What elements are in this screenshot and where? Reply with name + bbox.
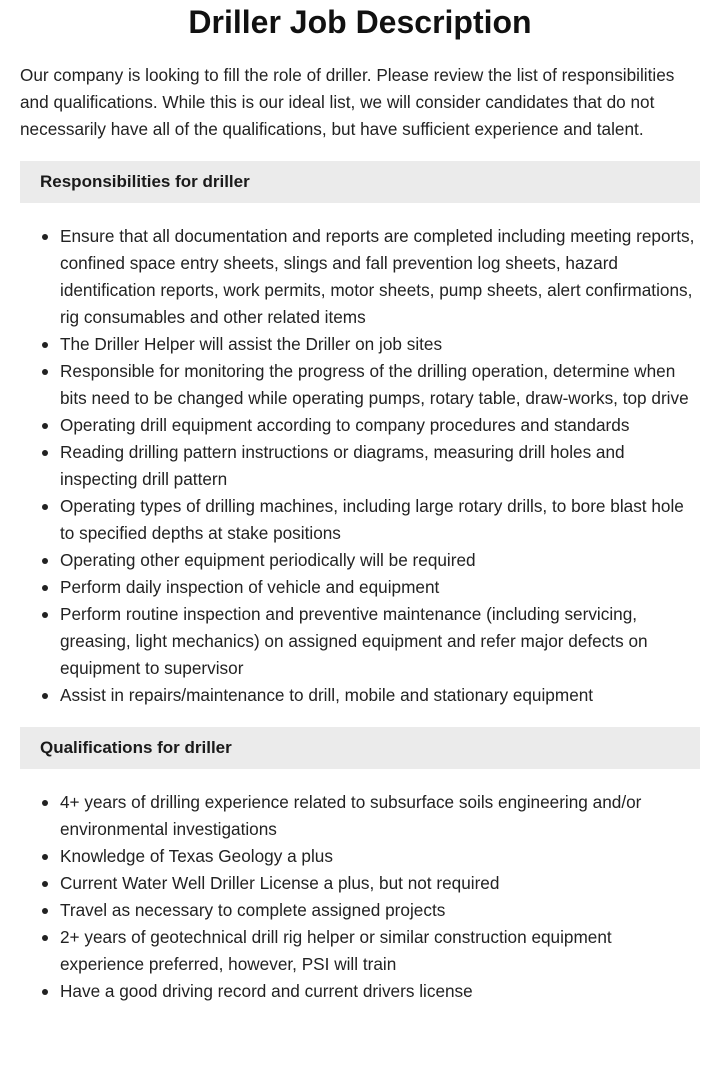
qualifications-list	[20, 789, 700, 1005]
list-item: Knowledge of Texas Geology a plus	[60, 843, 700, 870]
qualifications-heading: Qualifications for driller	[20, 727, 700, 769]
list-item: 4+ years of drilling experience related to subsurface soils engineering and/or environmental investigations	[60, 789, 700, 843]
list-item: Responsible for monitoring the progress of the drilling operation, determine when bits need to be changed while operating pumps, rotary table, draw-works, top drive	[60, 358, 700, 412]
list-item: Reading drilling pattern instructions or diagrams, measuring drill holes and inspecting drill pattern	[60, 439, 700, 493]
responsibilities-list	[20, 223, 700, 709]
list-item: Operating drill equipment according to company procedures and standards	[60, 412, 700, 439]
list-item: Ensure that all documentation and reports are completed including meeting reports, confined space entry sheets, slings and fall prevention log sheets, hazard identification reports, work permits, motor sheets, pump sheets, alert confirmations, rig consumables and other related items	[60, 223, 700, 331]
intro-paragraph: Our company is looking to fill the role of driller. Please review the list of responsibilities and qualifications. While this is our ideal list, we will consider candidates that do not necessarily have all of the qualifications, but have sufficient experience and talent.	[20, 65, 675, 139]
list-item: Operating types of drilling machines, including large rotary drills, to bore blast hole to specified depths at stake positions	[60, 493, 700, 547]
list-item: Have a good driving record and current drivers license	[60, 978, 700, 1005]
list-item: Perform daily inspection of vehicle and equipment	[60, 574, 700, 601]
list-item: The Driller Helper will assist the Driller on job sites	[60, 331, 700, 358]
page-title: Driller Job Description	[188, 4, 532, 40]
list-item: 2+ years of geotechnical drill rig helper or similar construction equipment experience preferred, however, PSI will train	[60, 924, 700, 978]
list-item: Operating other equipment periodically will be required	[60, 547, 700, 574]
list-item: Current Water Well Driller License a plus, but not required	[60, 870, 700, 897]
list-item: Assist in repairs/maintenance to drill, mobile and stationary equipment	[60, 682, 700, 709]
responsibilities-heading: Responsibilities for driller	[20, 161, 700, 203]
list-item: Travel as necessary to complete assigned projects	[60, 897, 700, 924]
list-item: Perform routine inspection and preventive maintenance (including servicing, greasing, light mechanics) on assigned equipment and refer major defects on equipment to supervisor	[60, 601, 700, 682]
